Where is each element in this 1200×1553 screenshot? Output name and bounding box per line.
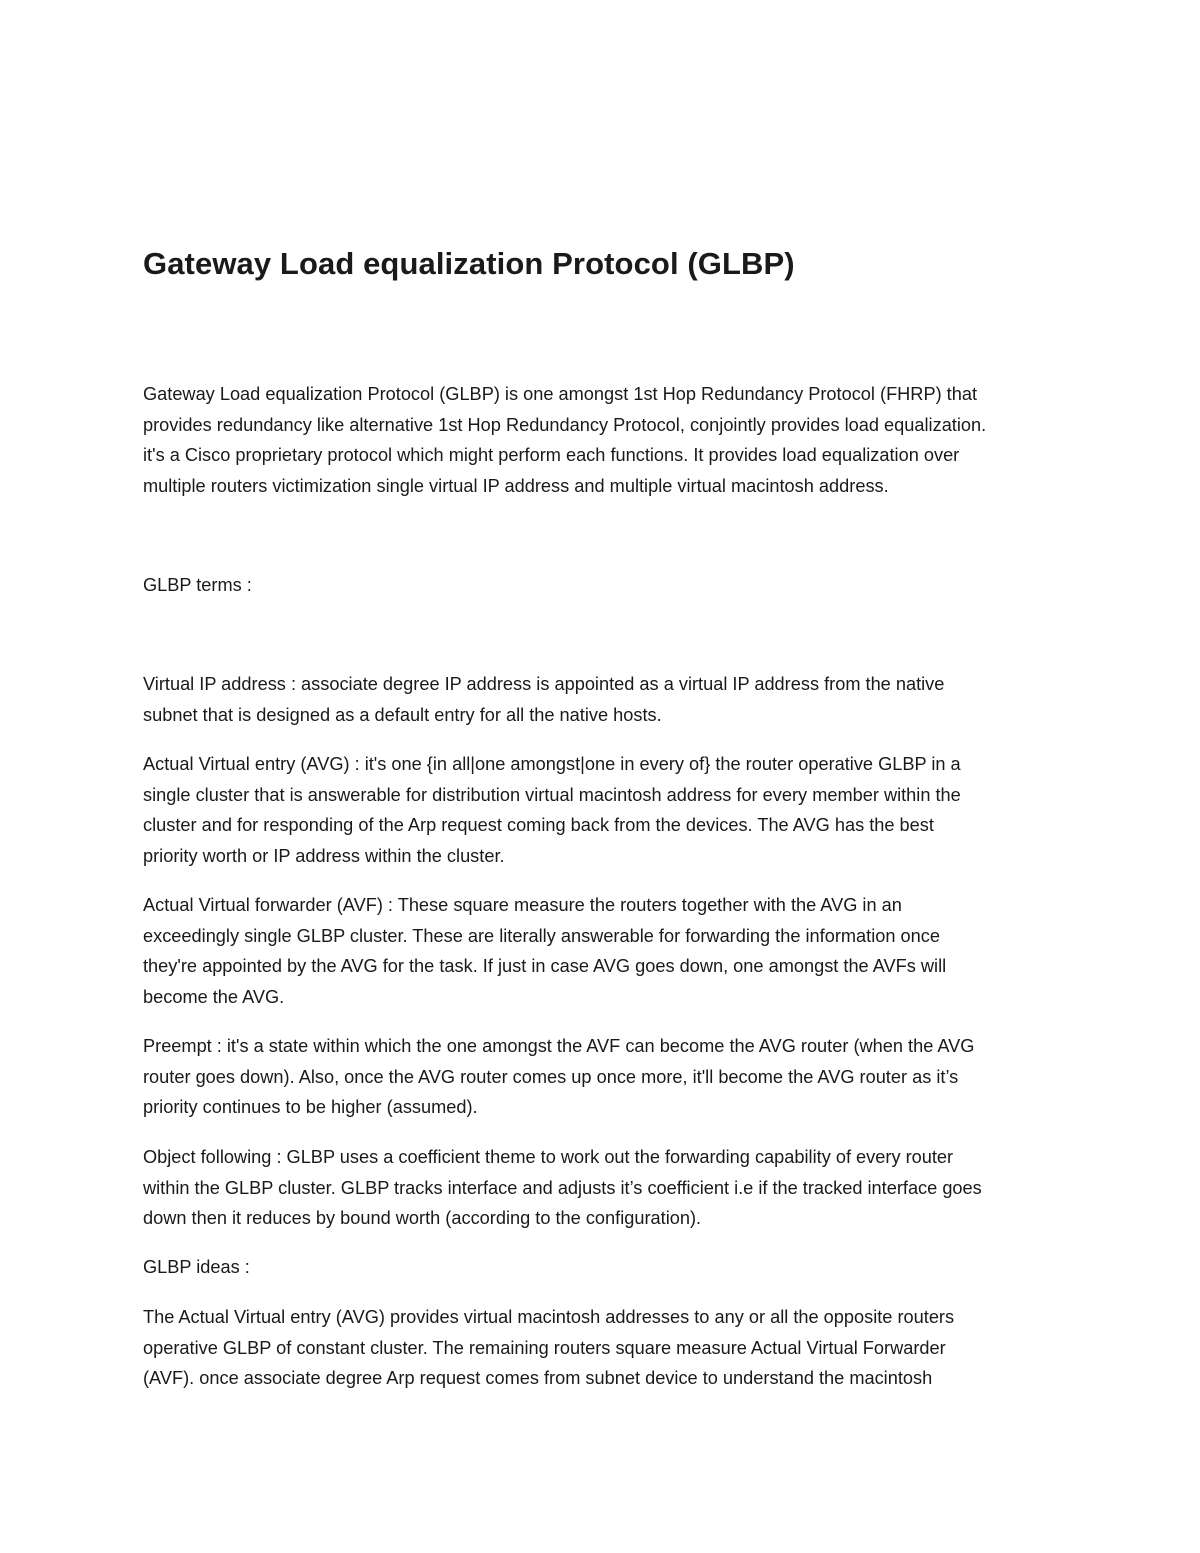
- object-following-line: Object following : GLBP uses a coefficient theme to work out the forwarding capability of every router: [143, 1147, 954, 1167]
- avg-paragraph: [143, 749, 1063, 872]
- preempt-paragraph: [143, 1031, 1063, 1123]
- avf-line: become the AVG.: [143, 987, 285, 1008]
- avg-line: priority worth or IP address within the cluster.: [143, 846, 505, 867]
- ideas-heading-text: GLBP ideas :: [143, 1257, 250, 1277]
- intro-line: Gateway Load equalization Protocol (GLBP) is one amongst 1st Hop Redundancy Protocol (FHRP) that: [143, 384, 978, 404]
- ideas-line: The Actual Virtual entry (AVG) provides virtual macintosh addresses to any or all the opposite routers: [143, 1307, 955, 1327]
- avg-line: cluster and for responding of the Arp request coming back from the devices. The AVG has the best: [143, 815, 934, 836]
- object-following-paragraph: [143, 1142, 1063, 1234]
- intro-paragraph: [143, 379, 1063, 502]
- avf-line: Actual Virtual forwarder (AVF) : These square measure the routers together with the AVG in an: [143, 895, 902, 915]
- object-following-line: within the GLBP cluster. GLBP tracks interface and adjusts it’s coefficient i.e if the tracked interface goes: [143, 1177, 982, 1198]
- ideas-heading: [143, 1252, 1063, 1283]
- avg-line: Actual Virtual entry (AVG) : it's one {in all|one amongst|one in every of} the router operative GLBP in a: [143, 754, 961, 774]
- object-following-line: down then it reduces by bound worth (according to the configuration).: [143, 1208, 702, 1229]
- preempt-line: Preempt : it's a state within which the one amongst the AVF can become the AVG router (when the AVG: [143, 1036, 975, 1056]
- virtual-ip-paragraph: [143, 669, 1063, 730]
- preempt-line: priority continues to be higher (assumed).: [143, 1097, 478, 1118]
- intro-line: multiple routers victimization single virtual IP address and multiple virtual macintosh address.: [143, 476, 889, 497]
- ideas-line: (AVF). once associate degree Arp request comes from subnet device to understand the macintosh: [143, 1368, 933, 1389]
- virtual-ip-line: subnet that is designed as a default entry for all the native hosts.: [143, 704, 662, 725]
- ideas-paragraph: [143, 1302, 1063, 1394]
- document-title: Gateway Load equalization Protocol (GLBP): [143, 246, 795, 281]
- preempt-line: router goes down). Also, once the AVG router comes up once more, it'll become the AVG router as it’s: [143, 1066, 959, 1087]
- avf-line: exceedingly single GLBP cluster. These are literally answerable for forwarding the information once: [143, 925, 940, 946]
- avg-line: single cluster that is answerable for distribution virtual macintosh address for every member within the: [143, 784, 961, 805]
- avf-paragraph: [143, 890, 1063, 1013]
- terms-heading: [143, 570, 1063, 601]
- intro-line: it's a Cisco proprietary protocol which might perform each functions. It provides load equalization over: [143, 445, 960, 466]
- intro-line: provides redundancy like alternative 1st Hop Redundancy Protocol, conjointly provides load equalization.: [143, 414, 987, 435]
- terms-heading-text: GLBP terms :: [143, 575, 252, 595]
- virtual-ip-line: Virtual IP address : associate degree IP address is appointed as a virtual IP address from the native: [143, 674, 945, 694]
- ideas-line: operative GLBP of constant cluster. The remaining routers square measure Actual Virtual Forwarder: [143, 1337, 946, 1358]
- avf-line: they're appointed by the AVG for the task. If just in case AVG goes down, one amongst the AVFs will: [143, 956, 947, 977]
